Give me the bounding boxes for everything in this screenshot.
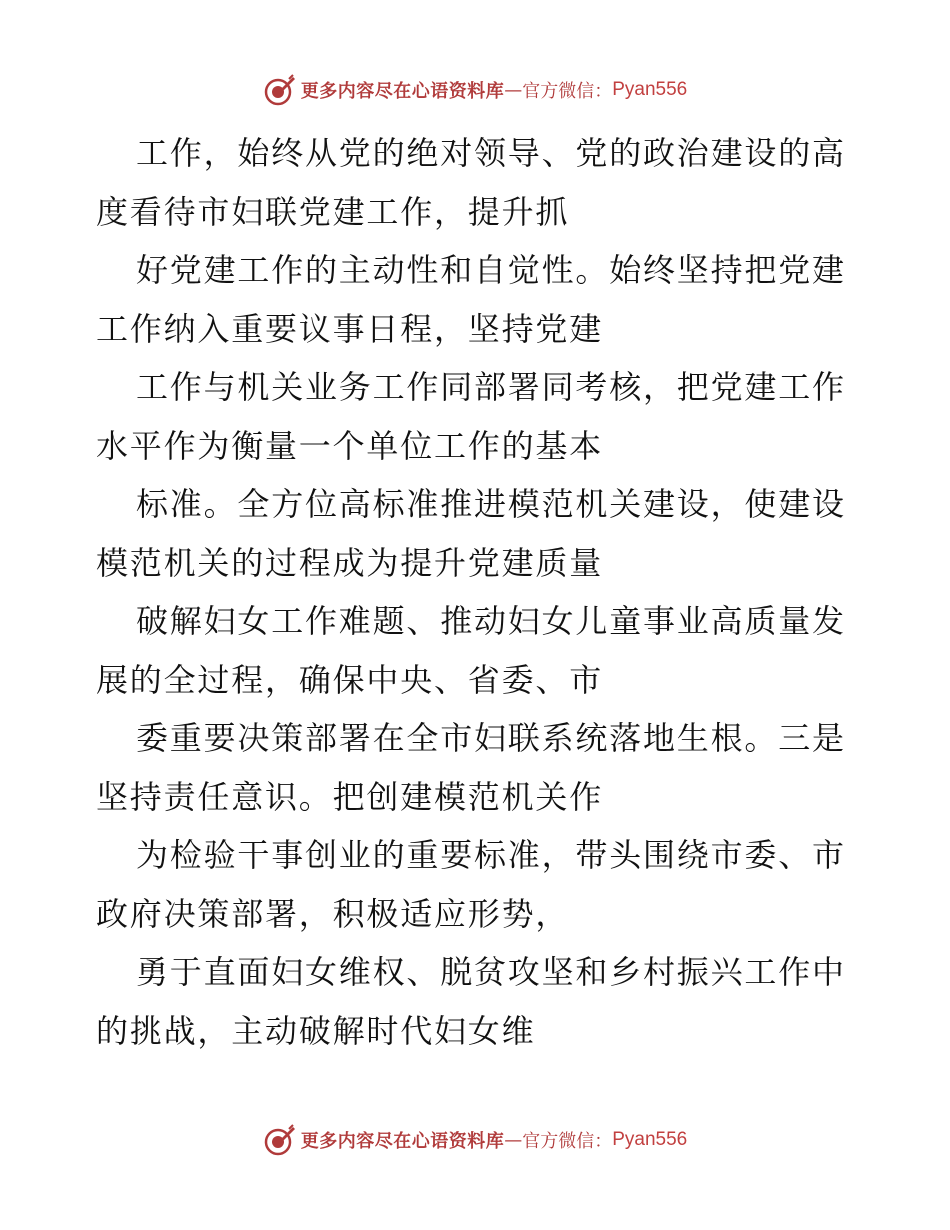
paragraph-line: 坚持责任意识。把创建模范机关作	[96, 777, 604, 816]
paragraph-line: 工作，始终从党的绝对领导、党的政治建设的高	[136, 134, 846, 172]
footer-main-text: 更多内容尽在心语资料库	[300, 1131, 505, 1152]
paragraph	[96, 475, 856, 592]
header-dash: —	[504, 79, 523, 101]
paragraph-line: 展的全过程，确保中央、省委、市	[96, 660, 604, 699]
footer-wechat-id: Pyan556	[612, 1129, 688, 1150]
paragraph-line: 为检验干事创业的重要标准，带头围绕市委、市	[136, 836, 846, 874]
paragraph-line: 工作纳入重要议事日程，坚持党建	[96, 309, 604, 348]
paragraph	[96, 358, 856, 475]
paragraph-line: 政府决策部署，积极适应形势，	[96, 894, 570, 933]
pen-logo-icon	[263, 1123, 297, 1157]
paragraph-line: 工作与机关业务工作同部署同考核，把党建工作	[136, 368, 846, 406]
paragraph-line: 破解妇女工作难题、推动妇女儿童事业高质量发	[136, 602, 846, 640]
paragraph-line: 度看待市妇联党建工作，提升抓	[96, 192, 570, 231]
paragraph-line: 标准。全方位高标准推进模范机关建设，使建设	[136, 485, 846, 523]
paragraph-line: 的挑战，主动破解时代妇女维	[96, 1011, 536, 1050]
paragraph	[96, 826, 856, 943]
header-main-text: 更多内容尽在心语资料库	[300, 81, 505, 102]
paragraph	[96, 592, 856, 709]
paragraph-line: 模范机关的过程成为提升党建质量	[96, 543, 604, 582]
paragraph	[96, 241, 856, 358]
paragraph	[96, 124, 856, 241]
footer-banner	[0, 1120, 950, 1160]
paragraph-line: 勇于直面妇女维权、脱贫攻坚和乡村振兴工作中	[136, 953, 846, 991]
paragraph	[96, 943, 856, 1060]
paragraph-line: 委重要决策部署在全市妇联系统落地生根。三是	[136, 719, 846, 757]
paragraph-line: 水平作为衡量一个单位工作的基本	[96, 426, 604, 465]
pen-logo-icon	[263, 73, 297, 107]
paragraph	[96, 709, 856, 826]
document-body	[96, 124, 856, 1060]
header-wechat-id: Pyan556	[612, 79, 688, 100]
header-banner	[0, 70, 950, 110]
header-sub-text: 官方微信：	[522, 81, 613, 102]
footer-sub-text: 官方微信：	[522, 1131, 613, 1152]
footer-dash: —	[504, 1129, 523, 1151]
paragraph-line: 好党建工作的主动性和自觉性。始终坚持把党建	[136, 251, 846, 289]
